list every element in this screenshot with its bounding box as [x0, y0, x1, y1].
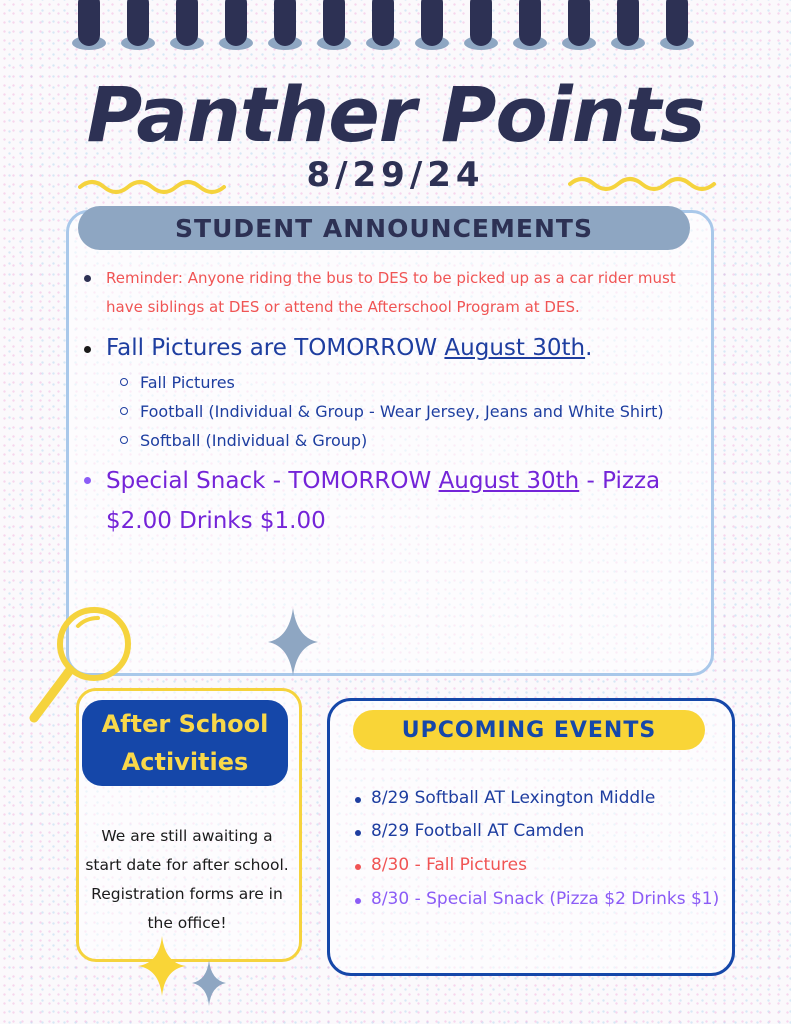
fall-pictures-date: August 30th — [444, 335, 586, 361]
fall-pictures-text: Fall Pictures are TOMORROW — [106, 335, 445, 361]
sparkle-icon — [138, 936, 186, 996]
sparkle-icon — [192, 960, 226, 1006]
special-snack-announcement — [84, 461, 696, 541]
fall-pictures-trail: . — [585, 335, 593, 361]
event-item: 8/29 Softball AT Lexington Middle — [355, 788, 655, 808]
after-school-heading — [82, 700, 288, 786]
list-item: Softball (Individual & Group) — [118, 426, 696, 455]
snack-text: Special Snack - TOMORROW — [106, 468, 439, 494]
wavy-line-icon — [78, 175, 228, 197]
issue-date: 8/29/24 — [306, 155, 485, 195]
bus-reminder: Reminder: Anyone riding the bus to DES to be picked up as a car rider must have siblings at DES or attend the Afterschool Program at DES. — [84, 264, 696, 322]
wavy-line-icon — [568, 172, 718, 194]
sparkle-icon — [268, 608, 318, 676]
after-school-body: We are still awaiting a start date for after school. Registration forms are in the office! — [85, 827, 289, 932]
event-item: 8/30 - Fall Pictures — [355, 855, 527, 875]
after-school-heading-line2: Activities — [121, 748, 249, 776]
snack-trail: - Pizza $2.00 Drinks $1.00 — [106, 468, 661, 534]
page-title: Panther Points — [86, 70, 705, 159]
event-item: 8/30 - Special Snack (Pizza $2 Drinks $1) — [355, 889, 719, 909]
after-school-heading-line1: After School — [101, 710, 269, 738]
upcoming-events-heading: UPCOMING EVENTS — [353, 710, 705, 750]
snack-date: August 30th — [438, 468, 580, 494]
fall-pictures-announcement — [84, 330, 696, 366]
list-item: Football (Individual & Group - Wear Jersey, Jeans and White Shirt) — [118, 397, 696, 426]
announcements-heading: STUDENT ANNOUNCEMENTS — [78, 206, 690, 250]
fall-pictures-sublist — [118, 368, 696, 455]
list-item: Fall Pictures — [118, 368, 696, 397]
event-item: 8/29 Football AT Camden — [355, 821, 584, 841]
announcements-list — [84, 264, 696, 541]
